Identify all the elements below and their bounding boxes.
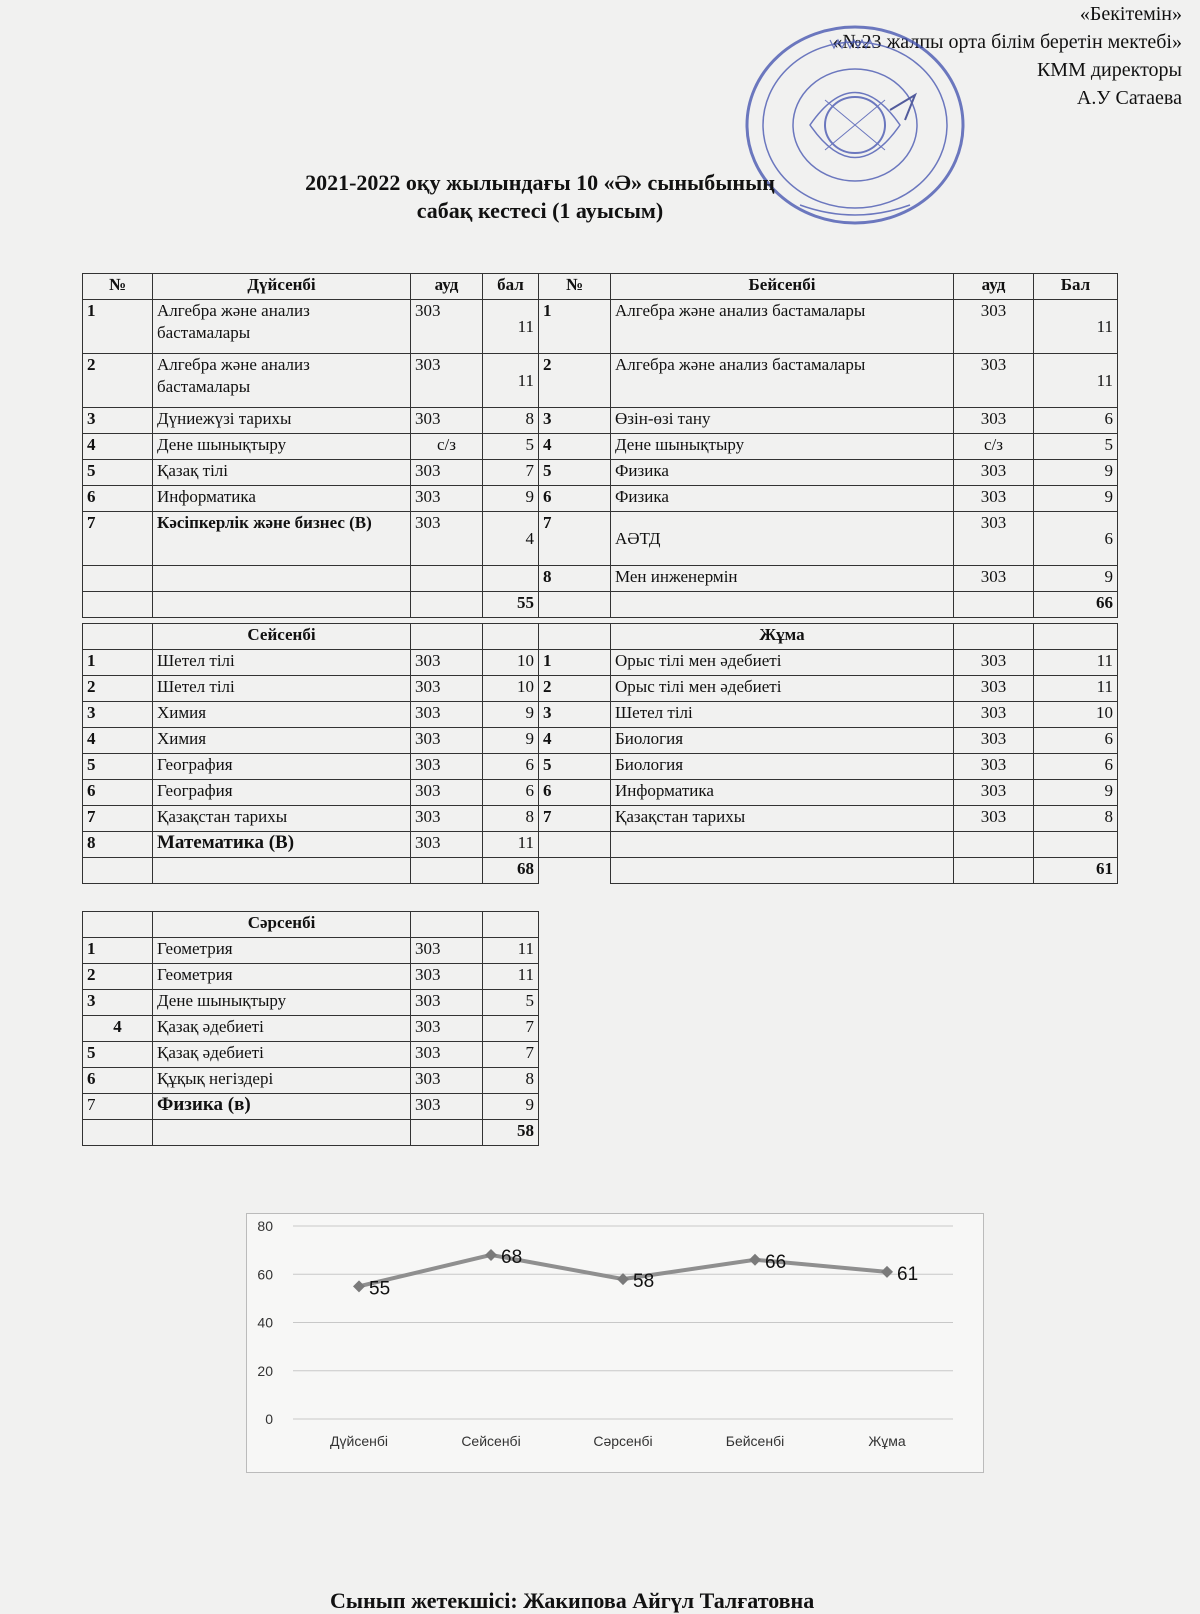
- lesson-number: 1: [539, 650, 611, 676]
- room: 303: [954, 460, 1034, 486]
- lesson-number: 1: [83, 300, 153, 354]
- room: 303: [954, 408, 1034, 434]
- total-row: [83, 858, 1118, 884]
- subject: Шетел тілі: [611, 702, 954, 728]
- room: [954, 832, 1034, 858]
- room: 303: [954, 566, 1034, 592]
- subject: [153, 566, 411, 592]
- room: 303: [411, 832, 483, 858]
- points: [483, 566, 539, 592]
- points: 6: [483, 780, 539, 806]
- subject: Алгебра және анализ бастамалары: [153, 300, 411, 354]
- points: 9: [483, 1094, 539, 1120]
- table-row: [83, 1042, 539, 1068]
- room: 303: [411, 702, 483, 728]
- table-row: [83, 486, 1118, 512]
- table-row: [83, 1068, 539, 1094]
- x-tick-label: Сәрсенбі: [593, 1433, 653, 1449]
- schedule-table-tue-fri: [82, 623, 1118, 884]
- table-row: [83, 300, 1118, 354]
- monday-total: 55: [483, 592, 539, 618]
- subject: География: [153, 780, 411, 806]
- points: 6: [1034, 728, 1118, 754]
- lesson-number: 3: [83, 408, 153, 434]
- room: 303: [411, 1068, 483, 1094]
- points: 8: [483, 806, 539, 832]
- points: 10: [483, 650, 539, 676]
- room: 303: [411, 990, 483, 1016]
- table-row: [83, 408, 1118, 434]
- points: 7: [483, 1016, 539, 1042]
- room: 303: [411, 460, 483, 486]
- lesson-number: 3: [539, 408, 611, 434]
- points: 9: [1034, 780, 1118, 806]
- subject: Физика: [611, 486, 954, 512]
- data-label: 66: [765, 1251, 787, 1273]
- room: 303: [954, 512, 1034, 566]
- approval-line-4: А.У Сатаева: [1076, 87, 1182, 109]
- subject: Алгебра және анализ бастамалары: [611, 354, 954, 408]
- points: 8: [1034, 806, 1118, 832]
- lesson-number: [83, 566, 153, 592]
- col-header-room: ауд: [411, 274, 483, 300]
- lesson-number: 6: [83, 780, 153, 806]
- schedule-table-wed: [82, 911, 539, 1146]
- subject: Информатика: [611, 780, 954, 806]
- table-row: [83, 1094, 539, 1120]
- table-row: [83, 434, 1118, 460]
- data-point-marker: [353, 1280, 365, 1292]
- subject: Алгебра және анализ бастамалары: [153, 354, 411, 408]
- table-row: [83, 566, 1118, 592]
- subject: Өзін-өзі тану: [611, 408, 954, 434]
- weekly-points-chart: [246, 1213, 984, 1473]
- points: 11: [483, 300, 539, 354]
- subject: Геометрия: [153, 964, 411, 990]
- col-header-number: №: [83, 274, 153, 300]
- points: 9: [483, 486, 539, 512]
- subject: Қазақ әдебиеті: [153, 1016, 411, 1042]
- room: 303: [411, 1016, 483, 1042]
- lesson-number: 3: [539, 702, 611, 728]
- table-row: [83, 990, 539, 1016]
- subject: Биология: [611, 754, 954, 780]
- lesson-number: 4: [83, 728, 153, 754]
- subject: Шетел тілі: [153, 650, 411, 676]
- total-row: [83, 1120, 539, 1146]
- x-tick-label: Бейсенбі: [725, 1433, 785, 1449]
- y-tick-label: 20: [257, 1362, 273, 1379]
- lesson-number: 4: [83, 1016, 153, 1042]
- subject: Алгебра және анализ бастамалары: [611, 300, 954, 354]
- lesson-number: 7: [539, 806, 611, 832]
- room: 303: [411, 676, 483, 702]
- lesson-number: 8: [83, 832, 153, 858]
- points: 9: [483, 702, 539, 728]
- subject: Дүниежүзі тарихы: [153, 408, 411, 434]
- subject: Физика (в): [153, 1094, 411, 1120]
- points: 8: [483, 408, 539, 434]
- room: 303: [411, 650, 483, 676]
- subject: Орыс тілі мен әдебиеті: [611, 676, 954, 702]
- points: 6: [1034, 754, 1118, 780]
- table-row: [83, 512, 1118, 566]
- room: 303: [954, 754, 1034, 780]
- lesson-number: 6: [83, 1068, 153, 1094]
- subject: Шетел тілі: [153, 676, 411, 702]
- day-header-friday: Жұма: [611, 624, 954, 650]
- lesson-number: 2: [83, 964, 153, 990]
- room: 303: [411, 780, 483, 806]
- points: 6: [483, 754, 539, 780]
- y-tick-label: 40: [257, 1314, 273, 1331]
- lesson-number: 1: [83, 650, 153, 676]
- points: 11: [483, 938, 539, 964]
- lesson-number: 5: [83, 754, 153, 780]
- lesson-number: 8: [539, 566, 611, 592]
- table-row: [83, 1016, 539, 1042]
- table-row: [83, 650, 1118, 676]
- data-point-marker: [881, 1266, 893, 1278]
- subject: Қазақ әдебиеті: [153, 1042, 411, 1068]
- table-row: [83, 806, 1118, 832]
- subject: Дене шынықтыру: [611, 434, 954, 460]
- lesson-number: 3: [83, 990, 153, 1016]
- day-header-tuesday: Сейсенбі: [153, 624, 411, 650]
- data-label: 61: [897, 1263, 919, 1285]
- page-title: 2021-2022 оқу жылындағы 10 «Ә» сыныбының: [305, 170, 775, 195]
- room: с/з: [954, 434, 1034, 460]
- subject: Құқық негіздері: [153, 1068, 411, 1094]
- points: 8: [483, 1068, 539, 1094]
- page-subtitle: сабақ кестесі (1 ауысым): [416, 198, 664, 223]
- y-tick-label: 60: [257, 1266, 273, 1283]
- schedule-table-mon-thu: [82, 273, 1118, 618]
- thursday-total: 66: [1034, 592, 1118, 618]
- room: 303: [954, 702, 1034, 728]
- room: 303: [954, 780, 1034, 806]
- points: 7: [483, 1042, 539, 1068]
- data-point-marker: [749, 1254, 761, 1266]
- room: 303: [411, 938, 483, 964]
- points: 11: [1034, 650, 1118, 676]
- lesson-number: 6: [539, 486, 611, 512]
- day-header-wednesday: Сәрсенбі: [153, 912, 411, 938]
- points: 6: [1034, 408, 1118, 434]
- lesson-number: 5: [83, 460, 153, 486]
- wednesday-total: 58: [483, 1120, 539, 1146]
- points: 7: [483, 460, 539, 486]
- subject: Химия: [153, 728, 411, 754]
- col-header-number: №: [539, 274, 611, 300]
- x-tick-label: Сейсенбі: [461, 1433, 521, 1449]
- data-point-marker: [485, 1249, 497, 1261]
- subject: Информатика: [153, 486, 411, 512]
- table-row: [83, 354, 1118, 408]
- subject: Биология: [611, 728, 954, 754]
- room: 303: [411, 354, 483, 408]
- points: 5: [1034, 434, 1118, 460]
- subject: АӘТД: [611, 512, 954, 566]
- y-tick-label: 80: [257, 1218, 273, 1234]
- data-label: 58: [633, 1271, 655, 1293]
- table-row: [83, 702, 1118, 728]
- room: 303: [954, 676, 1034, 702]
- room: 303: [954, 650, 1034, 676]
- points: 9: [1034, 460, 1118, 486]
- lesson-number: 2: [539, 354, 611, 408]
- tuesday-total: 68: [483, 858, 539, 884]
- lesson-number: 1: [539, 300, 611, 354]
- col-header-points: Бал: [1034, 274, 1118, 300]
- x-tick-label: Дүйсенбі: [330, 1433, 388, 1449]
- lesson-number: 1: [83, 938, 153, 964]
- subject: Дене шынықтыру: [153, 434, 411, 460]
- x-tick-label: Жұма: [868, 1433, 906, 1449]
- lesson-number: 2: [83, 676, 153, 702]
- points: 5: [483, 434, 539, 460]
- col-header-monday: Дүйсенбі: [153, 274, 411, 300]
- lesson-number: 4: [539, 434, 611, 460]
- room: 303: [411, 964, 483, 990]
- room: с/з: [411, 434, 483, 460]
- subject: Қазақ тілі: [153, 460, 411, 486]
- lesson-number: 7: [83, 512, 153, 566]
- points: 5: [483, 990, 539, 1016]
- col-header-thursday: Бейсенбі: [611, 274, 954, 300]
- lesson-number: 4: [539, 728, 611, 754]
- approval-line-2: «№23 жалпы орта білім беретін мектебі»: [832, 31, 1182, 53]
- subject: География: [153, 754, 411, 780]
- subject: Химия: [153, 702, 411, 728]
- points: 4: [483, 512, 539, 566]
- subject: Қазақстан тарихы: [153, 806, 411, 832]
- line-chart: [247, 1214, 983, 1472]
- col-header-points: бал: [483, 274, 539, 300]
- room: 303: [411, 300, 483, 354]
- points: 10: [483, 676, 539, 702]
- room: 303: [411, 408, 483, 434]
- points: 11: [1034, 300, 1118, 354]
- table-row: [83, 460, 1118, 486]
- room: 303: [411, 728, 483, 754]
- lesson-number: 5: [539, 754, 611, 780]
- class-teacher-line: Сынып жетекшісі: Жакипова Айгүл Талғатовна: [330, 1588, 815, 1613]
- lesson-number: 6: [539, 780, 611, 806]
- table-row: [83, 938, 539, 964]
- subject: Мен инженермін: [611, 566, 954, 592]
- room: 303: [954, 300, 1034, 354]
- subject: Кәсіпкерлік және бизнес (В): [153, 512, 411, 566]
- points: 11: [483, 832, 539, 858]
- lesson-number: 5: [83, 1042, 153, 1068]
- approval-line-3: КММ директоры: [1036, 59, 1182, 81]
- points: [1034, 832, 1118, 858]
- y-tick-label: 0: [265, 1411, 273, 1427]
- points: 9: [483, 728, 539, 754]
- table-row: [83, 728, 1118, 754]
- points: 11: [483, 964, 539, 990]
- subject: Физика: [611, 460, 954, 486]
- room: 303: [411, 754, 483, 780]
- col-header-room: ауд: [954, 274, 1034, 300]
- friday-total: 61: [1034, 858, 1118, 884]
- room: 303: [411, 1042, 483, 1068]
- points: 11: [1034, 354, 1118, 408]
- table-row: [83, 964, 539, 990]
- table-row: [83, 780, 1118, 806]
- total-row: [83, 592, 1118, 618]
- points: 11: [1034, 676, 1118, 702]
- lesson-number: 6: [83, 486, 153, 512]
- points: 11: [483, 354, 539, 408]
- data-label: 68: [501, 1246, 523, 1268]
- subject: Орыс тілі мен әдебиеті: [611, 650, 954, 676]
- table-row: [83, 676, 1118, 702]
- data-point-marker: [617, 1273, 629, 1285]
- room: 303: [954, 806, 1034, 832]
- lesson-number: 7: [539, 512, 611, 566]
- points: 9: [1034, 566, 1118, 592]
- subject: Геометрия: [153, 938, 411, 964]
- table-row: [83, 832, 1118, 858]
- lesson-number: 2: [83, 354, 153, 408]
- room: [411, 566, 483, 592]
- room: 303: [411, 806, 483, 832]
- table-row: [83, 754, 1118, 780]
- lesson-number: 7: [83, 1094, 153, 1120]
- room: 303: [411, 1094, 483, 1120]
- approval-line-1: «Бекітемін»: [1079, 3, 1182, 25]
- subject: [611, 832, 954, 858]
- subject: Қазақстан тарихы: [611, 806, 954, 832]
- lesson-number: 7: [83, 806, 153, 832]
- lesson-number: 4: [83, 434, 153, 460]
- subject: Дене шынықтыру: [153, 990, 411, 1016]
- subject: Математика (В): [153, 832, 411, 858]
- lesson-number: 2: [539, 676, 611, 702]
- points: 6: [1034, 512, 1118, 566]
- room: 303: [954, 728, 1034, 754]
- room: 303: [954, 354, 1034, 408]
- lesson-number: 5: [539, 460, 611, 486]
- points: 9: [1034, 486, 1118, 512]
- data-label: 55: [369, 1278, 391, 1300]
- lesson-number: 3: [83, 702, 153, 728]
- lesson-number: [539, 832, 611, 858]
- room: 303: [411, 512, 483, 566]
- room: 303: [411, 486, 483, 512]
- room: 303: [954, 486, 1034, 512]
- points: 10: [1034, 702, 1118, 728]
